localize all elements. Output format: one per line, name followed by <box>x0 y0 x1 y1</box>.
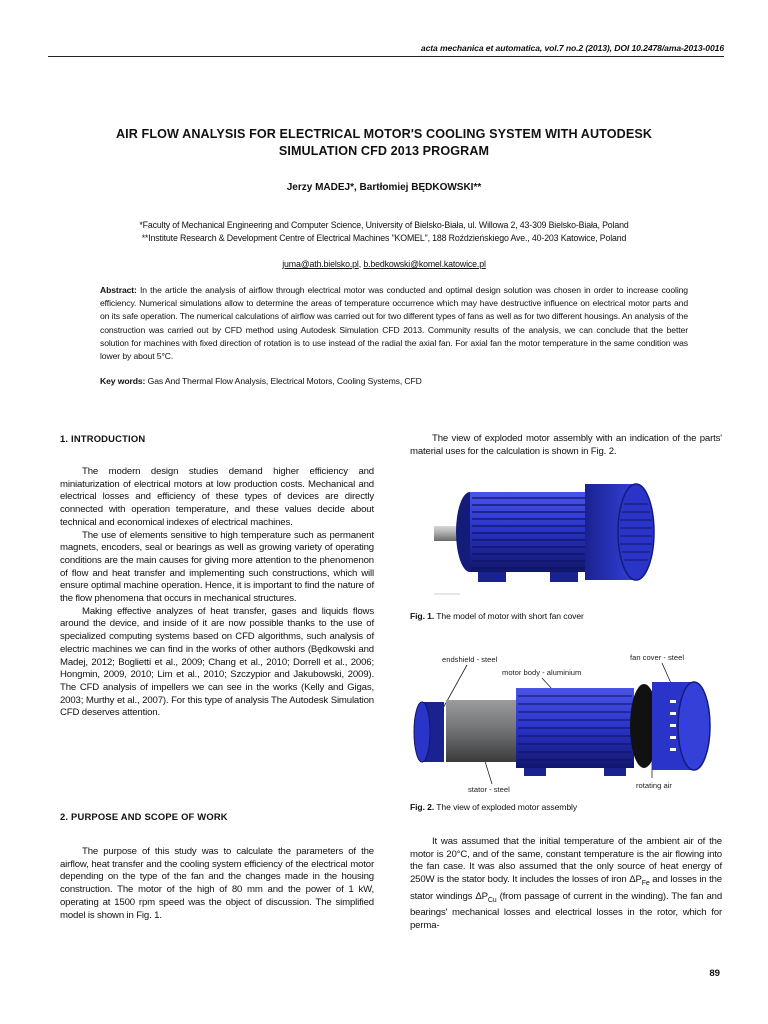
assumptions-part-1: It was assumed that the initial temperature of the ambient air of the motor is 20°C, and of the same, constant temperature is the air flowing into the fan case. It was also assumed that the only source of heat energy of 250W is the stator body. It includes the losses of iron ΔP <box>410 836 722 886</box>
abstract-text: In the article the analysis of airflow through electrical motor was conducted and optimal design solution was chosen in order to increase cooling efficiency. Numerical simulations allow to determine the areas of temperature occurrence which may have destructive influence on electrical motor parts and on its safe operation. The numerical calculations of airflow was carried out for two different types of fans as well as for two different housings. An analysis of the construction was carried out by CFD method using Autodesk Simulation CFD 2013. Community results of the analysis, we can conclude that the better solution for machines with fixed direction of rotation is to use instead of the radial the axial fan. For axial fan the motor temperature in the same condition was lower by about 5°C. <box>100 285 688 362</box>
authors: Jerzy MADEJ*, Bartłomiej BĘDKOWSKI** <box>286 182 482 193</box>
title-line-1: AIR FLOW ANALYSIS FOR ELECTRICAL MOTOR'S COOLING SYSTEM WITH AUTODESK <box>115 127 653 141</box>
section-2-body <box>60 846 374 922</box>
email-link-1[interactable]: juma@ath.bielsko.pl <box>282 259 359 269</box>
keywords-label: Key words: <box>100 376 146 386</box>
figure-2-exploded-assembly <box>412 650 717 795</box>
header-rule <box>48 56 724 57</box>
subscript-fe: Fe <box>641 880 650 888</box>
subscript-cu: Cu <box>487 896 497 904</box>
affiliation-2: **Institute Research & Development Centre of Electrical Machines "KOMEL", 188 Roździeńskiego Ave., 40-203 Katowice, Poland <box>141 233 627 243</box>
assumptions-part-3: (from passage of current in the winding). The fan and bearings' mechanical losses and electrical losses in the rotor, which for perma- <box>410 890 723 932</box>
section-1-body <box>60 466 374 720</box>
email-separator: , <box>358 259 364 269</box>
figure-1-motor-model <box>420 474 670 604</box>
page-number: 89 <box>709 968 720 979</box>
title-line-2: SIMULATION CFD 2013 PROGRAM <box>278 144 490 158</box>
figure-2-caption <box>410 802 577 812</box>
motor-foot <box>478 572 506 582</box>
stator <box>446 700 516 762</box>
abstract <box>100 284 688 363</box>
fan-cover-face <box>678 682 710 770</box>
figure-2-caption-text: The view of exploded motor assembly <box>436 802 578 812</box>
affiliations <box>60 219 708 245</box>
assumptions-paragraph <box>410 836 722 933</box>
section-1-heading: 1. INTRODUCTION <box>60 433 146 444</box>
keywords-text: Gas And Thermal Flow Analysis, Electrical Motors, Cooling Systems, CFD <box>147 376 422 386</box>
figure-intro-paragraph: The view of exploded motor assembly with an indication of the parts' material uses for the calculation is shown in Fig. 2. <box>410 433 722 457</box>
label-rotating-air: rotating air <box>636 781 672 790</box>
section-1-paragraph: Making effective analyzes of heat transfer, gases and liquids flows around the device, and inside of it are now possible thanks to the use of specialized computing systems based on CFD algorithms, such analysis of electric machines we can find in the works of other authors (Będkowski and Madej, 2012; Boglietti et al., 2009; Chang et al., 2010; Dorrell et al., 2006; Hongmin, 2009, 2010; Lim et al., 2010; Szczypior and Jakubowski, 2009). The CFD analysis of impellers we can see in the works (Kelly and Gigas, 2003; Murthy et al., 2007). For this type of analysis The Autodesk Simulation CFD deserves attention. <box>60 605 374 719</box>
journal-reference: acta mechanica et automatica, vol.7 no.2 (2013), DOI 10.2478/ama-2013-0016 <box>420 43 724 53</box>
figure-1-caption-text: The model of motor with short fan cover <box>436 611 584 621</box>
label-motor-body: motor body - aluminium <box>502 668 582 677</box>
figure-intro-text <box>410 433 722 458</box>
paper-title <box>60 126 708 160</box>
label-endshield: endshield - steel <box>442 655 498 664</box>
fan-cover-end <box>618 484 654 580</box>
section-2-heading: 2. PURPOSE AND SCOPE OF WORK <box>60 811 228 822</box>
housing-foot <box>604 768 626 776</box>
section-1-paragraph: The modern design studies demand higher efficiency and miniaturization of electrical motors at low production costs. Mechanical and electrical losses and efficiency of these types of devices are directly connected with operation temperature, and these values decide about technical and economical indexes of electrical machines. <box>60 466 374 528</box>
affiliation-1: *Faculty of Mechanical Engineering and Computer Science, University of Bielsko-Biała, ul. Willowa 2, 43-309 Bielsko-Biała, Poland <box>139 220 629 230</box>
figure-2-label: Fig. 2. <box>410 802 435 812</box>
assumptions-part-2: and losses in the stator windings ΔP <box>410 874 722 902</box>
section-1-paragraph: The use of elements sensitive to high temperature such as permanent magnets, encoders, seal or bearings as well as growing variety of operating conditions are the main causes for giving more attention to the phenomenon of flow and heat transfer and implementing such constructions, which will ensure optimal machine operation. Hence, it is important to find the nature of the flow phenomena that occurs in mechanical structures. <box>60 529 374 605</box>
label-stator: stator - steel <box>468 785 510 794</box>
endshield-face <box>414 702 430 762</box>
section-2-paragraph: The purpose of this study was to calculate the parameters of the airflow, heat transfer and the cooling system efficiency of the electrical motor depending on the type of the fan and the changes made in the housing construction. The motor of the high of 80 mm and the power of 1 kW, operating at 1500 rpm speed was the object of discussion. The simplified model is shown in Fig. 1. <box>60 846 374 921</box>
emails <box>60 259 708 269</box>
motor-foot <box>550 572 578 582</box>
email-link-2[interactable]: b.bedkowski@komel.katowice.pl <box>363 259 486 269</box>
figure-1-caption <box>410 611 584 621</box>
figure-1-label: Fig. 1. <box>410 611 435 621</box>
keywords <box>100 376 688 386</box>
abstract-label: Abstract: <box>100 285 137 295</box>
label-fan-cover: fan cover - steel <box>630 653 685 662</box>
assumptions-text <box>410 836 722 933</box>
motor-body <box>470 492 590 572</box>
housing-foot <box>524 768 546 776</box>
